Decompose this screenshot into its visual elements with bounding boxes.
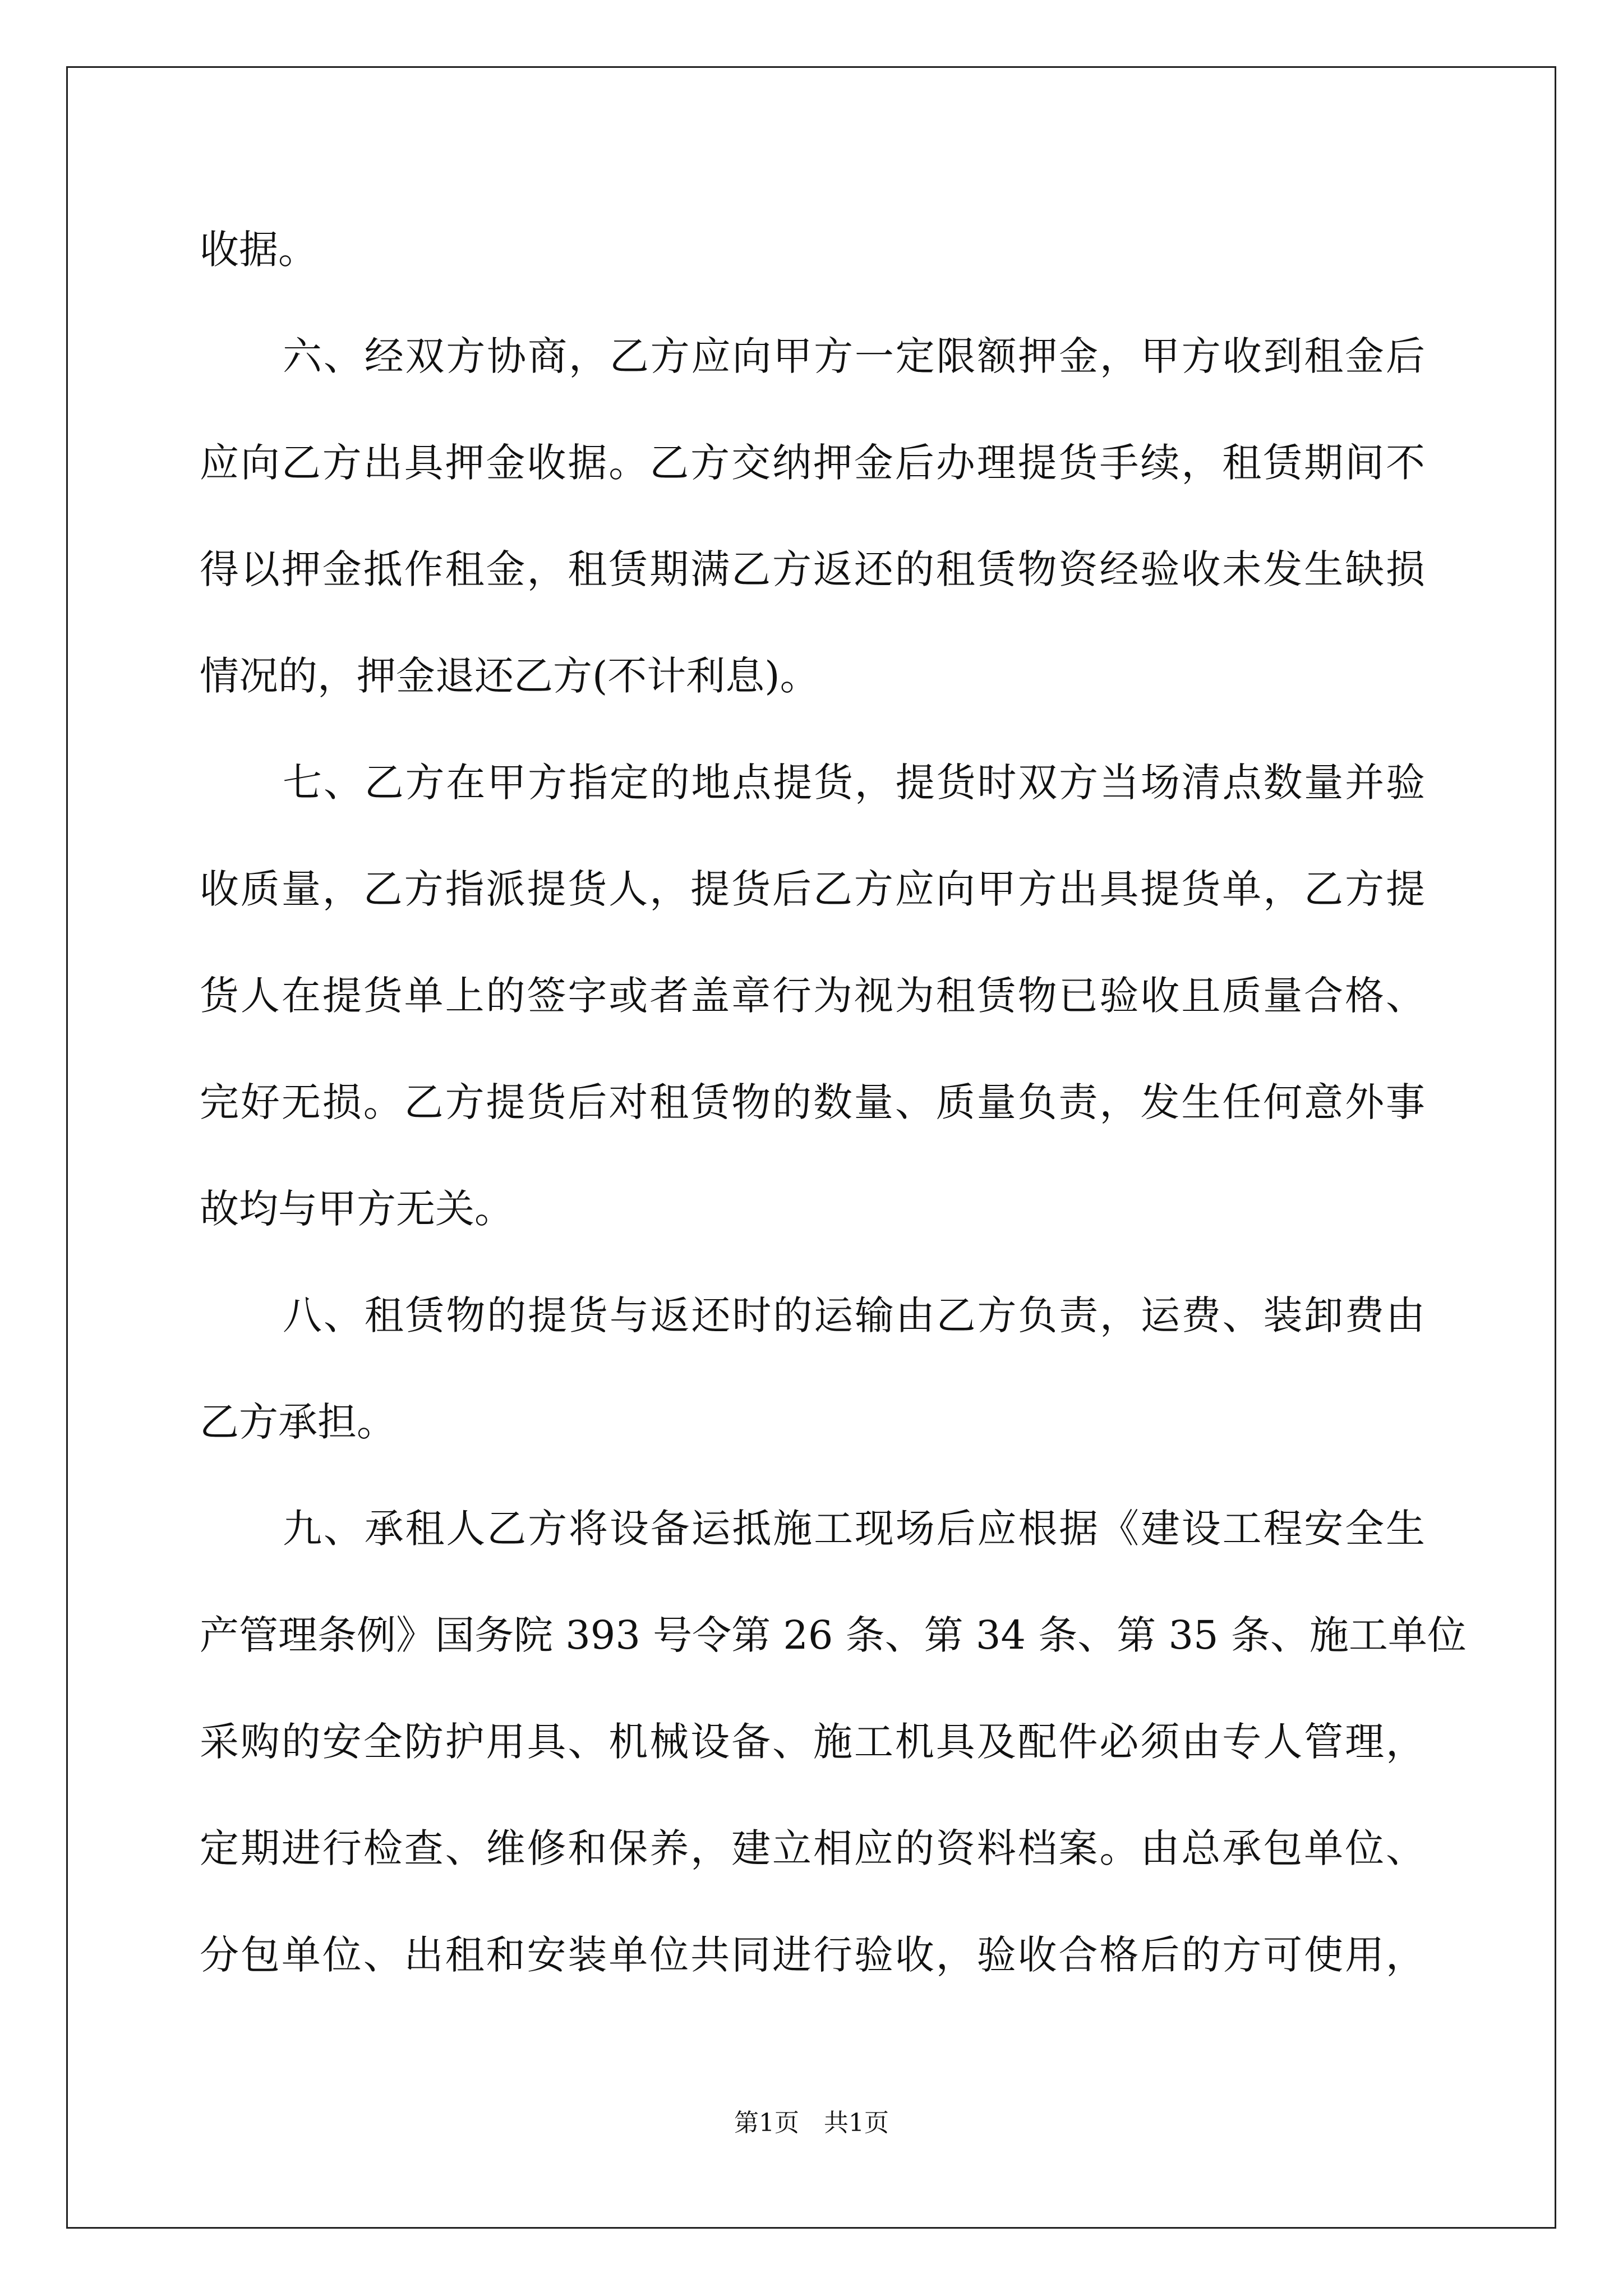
text-line: 应向乙方出具押金收据。乙方交纳押金后办理提货手续，租赁期间不 (200, 440, 1425, 486)
text-line: 情况的，押金退还乙方(不计利息)。 (200, 653, 819, 699)
text-line: 收质量，乙方指派提货人，提货后乙方应向甲方出具提货单，乙方提 (200, 866, 1425, 912)
text-line: 故均与甲方无关。 (200, 1186, 514, 1232)
text-line: 收据。 (200, 227, 317, 273)
text-line: 乙方承担。 (200, 1399, 396, 1445)
text-line: 完好无损。乙方提货后对租赁物的数量、质量负责，发生任何意外事 (200, 1079, 1425, 1125)
paragraph-8-line: 八、租赁物的提货与返还时的运输由乙方负责，运费、装卸费由 (283, 1292, 1425, 1338)
text-line: 产管理条例》国务院 393 号令第 26 条、第 34 条、第 35 条、施工单位 (200, 1612, 1467, 1658)
text-line: 货人在提货单上的签字或者盖章行为视为租赁物已验收且质量合格、 (200, 973, 1425, 1019)
paragraph-6-line: 六、经双方协商，乙方应向甲方一定限额押金，甲方收到租金后 (283, 333, 1425, 379)
paragraph-9-line: 九、承租人乙方将设备运抵施工现场后应根据《建设工程安全生 (283, 1506, 1425, 1552)
text-line: 采购的安全防护用具、机械设备、施工机具及配件必须由专人管理， (200, 1719, 1425, 1765)
page-number-footer: 第1页 共1页 (734, 2109, 889, 2137)
text-line: 得以押金抵作租金，租赁期满乙方返还的租赁物资经验收未发生缺损 (200, 546, 1425, 592)
text-line: 分包单位、出租和安装单位共同进行验收，验收合格后的方可使用， (200, 1932, 1425, 1978)
paragraph-7-line: 七、乙方在甲方指定的地点提货，提货时双方当场清点数量并验 (283, 760, 1425, 806)
page-border (66, 66, 1556, 2229)
text-line: 定期进行检查、维修和保养，建立相应的资料档案。由总承包单位、 (200, 1825, 1425, 1871)
